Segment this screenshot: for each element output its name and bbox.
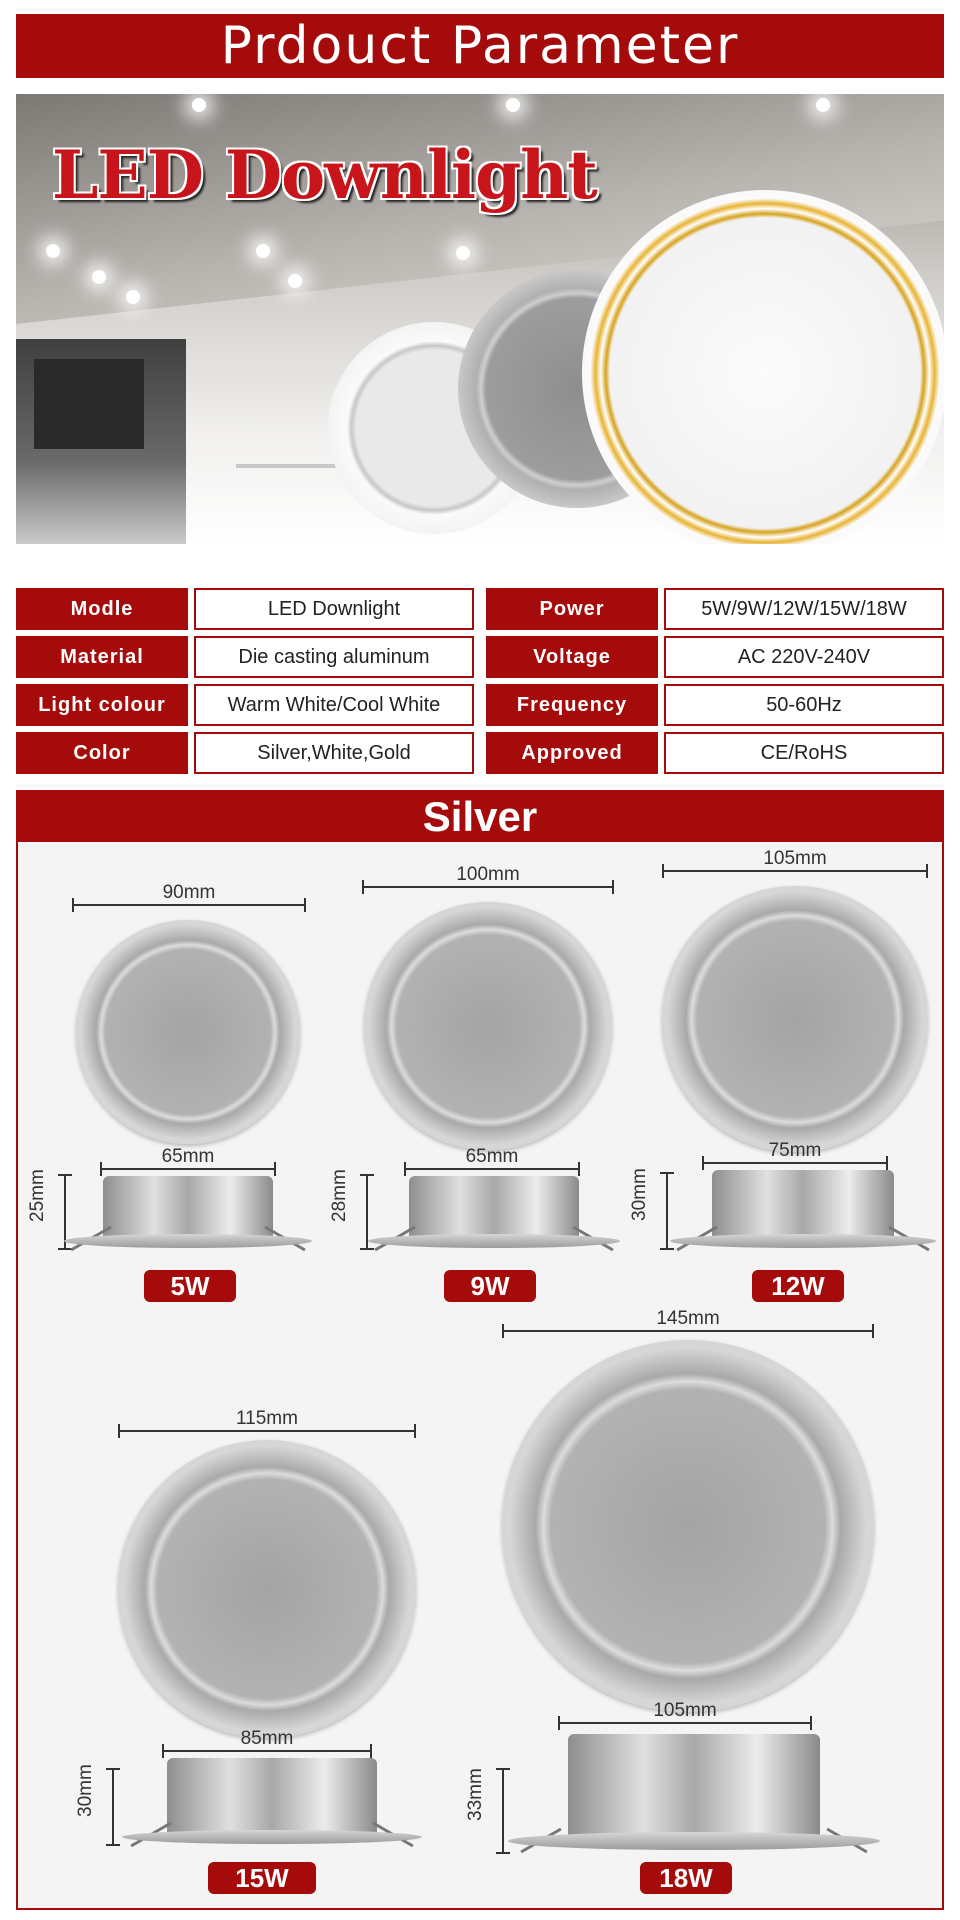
spec-label: Color: [16, 732, 188, 774]
spec-value: Die casting aluminum: [194, 636, 474, 678]
spec-row: [16, 588, 944, 630]
silver-section-title: Silver: [18, 792, 942, 842]
cutout-dimension: 105mm: [558, 1714, 812, 1730]
page-title: Prdouct Parameter: [220, 16, 740, 76]
spec-row: [16, 636, 944, 678]
spec-row: [16, 684, 944, 726]
shelf-display: [34, 359, 144, 449]
spec-value: 50-60Hz: [664, 684, 944, 726]
ceiling-spotlight: [288, 274, 302, 288]
ceiling-spotlight: [456, 246, 470, 260]
hero-banner: [16, 94, 944, 544]
spec-label: Approved: [486, 732, 658, 774]
diameter-dimension: 105mm: [662, 862, 928, 878]
cutout-dimension: 85mm: [162, 1742, 372, 1758]
ceiling-spotlight: [192, 98, 206, 112]
ceiling-spotlight: [256, 244, 270, 258]
power-badge: 9W: [444, 1270, 536, 1302]
spec-label: Material: [16, 636, 188, 678]
ceiling-spotlight: [46, 244, 60, 258]
power-badge: 12W: [752, 1270, 844, 1302]
spec-value: Silver,White,Gold: [194, 732, 474, 774]
downlight-front-image: [502, 1340, 874, 1712]
downlight-side-image: [508, 1734, 880, 1850]
spec-label: Power: [486, 588, 658, 630]
page-title-bar: [16, 14, 944, 78]
downlight-side-image: [670, 1170, 936, 1248]
spec-row: [16, 732, 944, 774]
downlight-front-image: [118, 1440, 416, 1738]
spec-value: Warm White/Cool White: [194, 684, 474, 726]
downlight-side-image: [368, 1176, 620, 1248]
ceiling-spotlight: [126, 290, 140, 304]
downlight-side-image: [64, 1176, 312, 1248]
downlight-side-image: [122, 1758, 422, 1844]
spec-value: LED Downlight: [194, 588, 474, 630]
power-badge: 18W: [640, 1862, 732, 1894]
diameter-dimension: 115mm: [118, 1422, 416, 1438]
cutout-dimension: 75mm: [702, 1154, 888, 1170]
height-dimension: 28mm: [330, 1174, 370, 1250]
diameter-dimension: 90mm: [72, 896, 306, 912]
ceiling-spotlight: [816, 98, 830, 112]
spec-label: Light colour: [16, 684, 188, 726]
diameter-dimension: 100mm: [362, 878, 614, 894]
ceiling-spotlight: [92, 270, 106, 284]
spec-value: AC 220V-240V: [664, 636, 944, 678]
downlight-front-image: [364, 902, 612, 1150]
spec-label: Frequency: [486, 684, 658, 726]
cutout-dimension: 65mm: [404, 1160, 580, 1176]
diameter-dimension: 145mm: [502, 1322, 874, 1338]
height-dimension: 25mm: [28, 1174, 68, 1250]
hero-title: LED Downlight: [52, 136, 597, 214]
store-shelf: [16, 339, 186, 544]
spec-value: CE/RoHS: [664, 732, 944, 774]
power-badge: 15W: [208, 1862, 316, 1894]
spec-label: Voltage: [486, 636, 658, 678]
spec-label: Modle: [16, 588, 188, 630]
gold-downlight-image: [582, 190, 944, 544]
downlight-front-image: [76, 920, 300, 1144]
silver-sizes-panel: [16, 790, 944, 1910]
height-dimension: 33mm: [466, 1768, 506, 1854]
cutout-dimension: 65mm: [100, 1160, 276, 1176]
downlight-front-image: [662, 886, 928, 1152]
power-badge: 5W: [144, 1270, 236, 1302]
height-dimension: 30mm: [630, 1172, 670, 1250]
height-dimension: 30mm: [76, 1768, 116, 1846]
ceiling-spotlight: [506, 98, 520, 112]
spec-value: 5W/9W/12W/15W/18W: [664, 588, 944, 630]
